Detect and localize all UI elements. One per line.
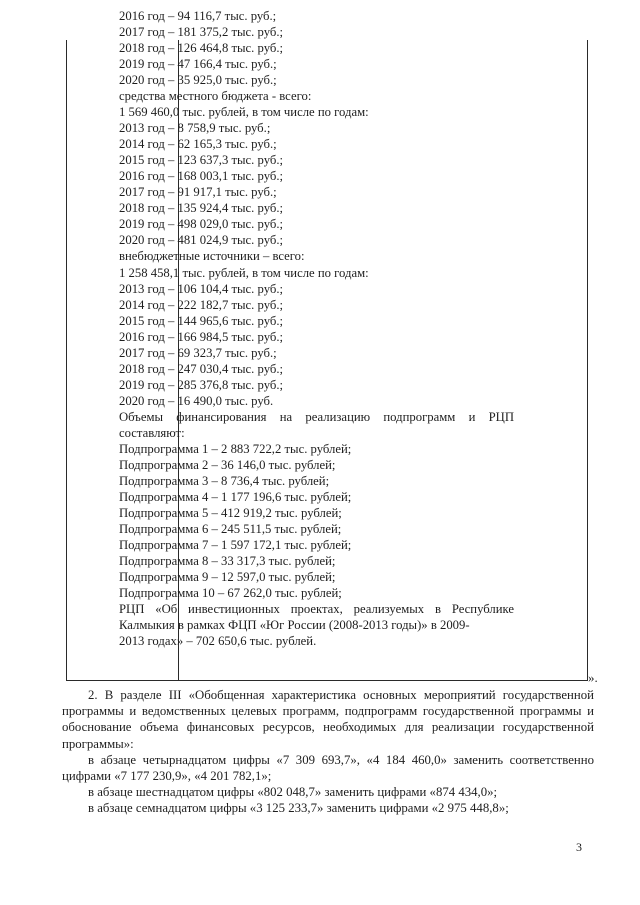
amendment-text [62, 687, 594, 817]
rcp-total: 2013 годах» – 702 650,6 тыс. рублей. [119, 634, 317, 649]
text-line: 2016 год – 166 984,5 тыс. руб.; [119, 329, 284, 344]
text-line: 2017 год – 91 917,1 тыс. руб.; [119, 185, 277, 200]
text-line: 2017 год – 69 323,7 тыс. руб.; [119, 345, 277, 360]
subprogram-line: Подпрограмма 8 – 33 317,3 тыс. рублей; [119, 554, 336, 569]
subprogram-line: Подпрограмма 5 – 412 919,2 тыс. рублей; [119, 505, 342, 520]
paragraph-14-amendment: в абзаце четырнадцатом цифры «7 309 693,7», «4 184 460,0» заменить соответственно цифрами «7 177 230,9», «4 201 782,1»; [62, 752, 594, 784]
text-line: 2020 год – 481 024,9 тыс. руб.; [119, 233, 284, 248]
text-line: 2016 год – 168 003,1 тыс. руб.; [119, 169, 284, 184]
subprogram-line: Подпрограмма 7 – 1 597 172,1 тыс. рублей; [119, 538, 352, 553]
financing-intro: Объемы финансирования на реализацию подпрограмм и РЦП составляют: [119, 409, 514, 440]
text-line: 2013 год – 106 104,4 тыс. руб.; [119, 281, 284, 296]
text-line: 2015 год – 123 637,3 тыс. руб.; [119, 153, 284, 168]
text-line: 2013 год – 8 758,9 тыс. руб.; [119, 121, 271, 136]
paragraph-17-amendment: в абзаце семнадцатом цифры «3 125 233,7» заменить цифрами «2 975 448,8»; [88, 801, 509, 816]
subprogram-line: Подпрограмма 4 – 1 177 196,6 тыс. рублей; [119, 489, 352, 504]
text-line: 2018 год – 247 030,4 тыс. руб.; [119, 361, 284, 376]
page-number: 3 [576, 840, 582, 854]
text-line: 2020 год – 16 490,0 тыс. руб. [119, 393, 274, 408]
subprogram-line: Подпрограмма 9 – 12 597,0 тыс. рублей; [119, 570, 336, 585]
table-right-cell [119, 8, 514, 649]
text-line: 2014 год – 62 165,3 тыс. руб.; [119, 137, 277, 152]
closing-quote: ». [588, 670, 598, 685]
text-line: 2020 год – 35 925,0 тыс. руб.; [119, 73, 277, 88]
text-line: 2018 год – 126 464,8 тыс. руб.; [119, 41, 284, 56]
subprogram-line: Подпрограмма 10 – 67 262,0 тыс. рублей; [119, 586, 342, 601]
subprogram-line: Подпрограмма 1 – 2 883 722,2 тыс. рублей; [119, 441, 352, 456]
text-line: 2018 год – 135 924,4 тыс. руб.; [119, 201, 284, 216]
item-2-paragraph: 2. В разделе III «Обобщенная характеристика основных мероприятий государственной программы и ведомственных целевых программ, подпрограмм государственной программы и обоснование объема финансовых ресурсов, необходимых для реализации государственной программы»: [62, 688, 594, 751]
text-line: внебюджетные источники – всего: [119, 249, 305, 264]
subprogram-line: Подпрограмма 2 – 36 146,0 тыс. рублей; [119, 457, 336, 472]
rcp-text: РЦП «Об инвестиционных проектах, реализуемых в Республике Калмыкия в рамках ФЦП «Юг России (2008-2013 годы)» в 2009- [119, 602, 514, 633]
text-line: 2019 год – 47 166,4 тыс. руб.; [119, 57, 277, 72]
text-line: 2016 год – 94 116,7 тыс. руб.; [119, 9, 277, 23]
text-line: 2014 год – 222 182,7 тыс. руб.; [119, 297, 284, 312]
text-line: средства местного бюджета - всего: [119, 89, 312, 104]
text-line: 2019 год – 498 029,0 тыс. руб.; [119, 217, 284, 232]
paragraph-16-amendment: в абзаце шестнадцатом цифры «802 048,7» заменить цифрами «874 434,0»; [88, 785, 498, 800]
subprogram-line: Подпрограмма 6 – 245 511,5 тыс. рублей; [119, 522, 342, 536]
text-line: 2015 год – 144 965,6 тыс. руб.; [119, 313, 284, 328]
text-line: 1 258 458,1 тыс. рублей, в том числе по годам: [119, 265, 369, 280]
subprogram-line: Подпрограмма 3 – 8 736,4 тыс. рублей; [119, 473, 330, 488]
text-line: 2017 год – 181 375,2 тыс. руб.; [119, 25, 284, 40]
text-line: 1 569 460,0 тыс. рублей, в том числе по годам: [119, 105, 369, 120]
text-line: 2019 год – 285 376,8 тыс. руб.; [119, 377, 284, 392]
